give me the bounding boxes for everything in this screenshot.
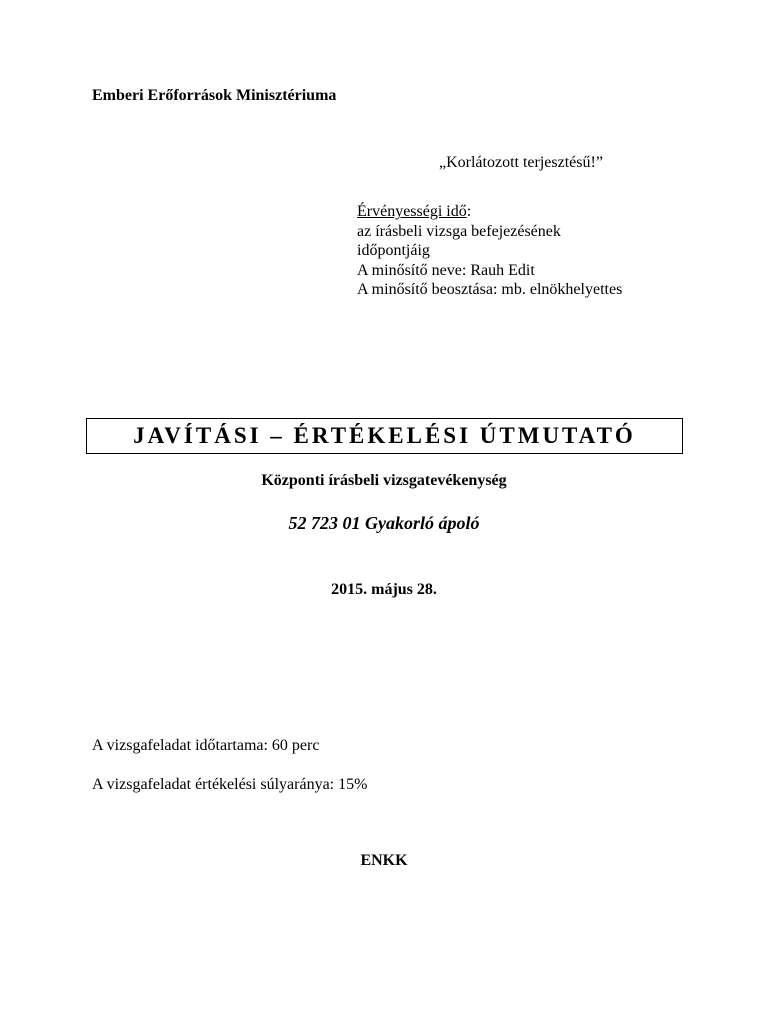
restriction-notice: „Korlátozott terjesztésű!”	[439, 154, 603, 171]
rater-position: A minősítő beosztása: mb. elnökhelyettes	[357, 281, 623, 298]
ministry-name: Emberi Erőforrások Minisztériuma	[92, 87, 337, 104]
title-box	[86, 418, 683, 454]
document-subtitle: Központi írásbeli vizsgatevékenység	[261, 472, 507, 489]
validity-label: Érvényességi idő	[357, 203, 467, 220]
validity-label-colon: :	[466, 203, 472, 220]
validity-block	[357, 202, 622, 300]
publisher: ENKK	[360, 852, 408, 869]
exam-duration: A vizsgafeladat időtartama: 60 perc	[92, 737, 320, 754]
rater-name: A minősítő neve: Rauh Edit	[357, 261, 535, 279]
exam-date: 2015. május 28.	[331, 581, 437, 598]
validity-line-2: időpontjáig	[357, 242, 430, 259]
document-title: JAVÍTÁSI – ÉRTÉKELÉSI ÚTMUTATÓ	[133, 423, 636, 448]
validity-label-line	[357, 202, 622, 222]
exam-code: 52 723 01 Gyakorló ápoló	[288, 513, 480, 533]
validity-line-1: az írásbeli vizsga befejezésének	[357, 222, 561, 240]
exam-weight: A vizsgafeladat értékelési súlyaránya: 15%	[92, 776, 368, 793]
